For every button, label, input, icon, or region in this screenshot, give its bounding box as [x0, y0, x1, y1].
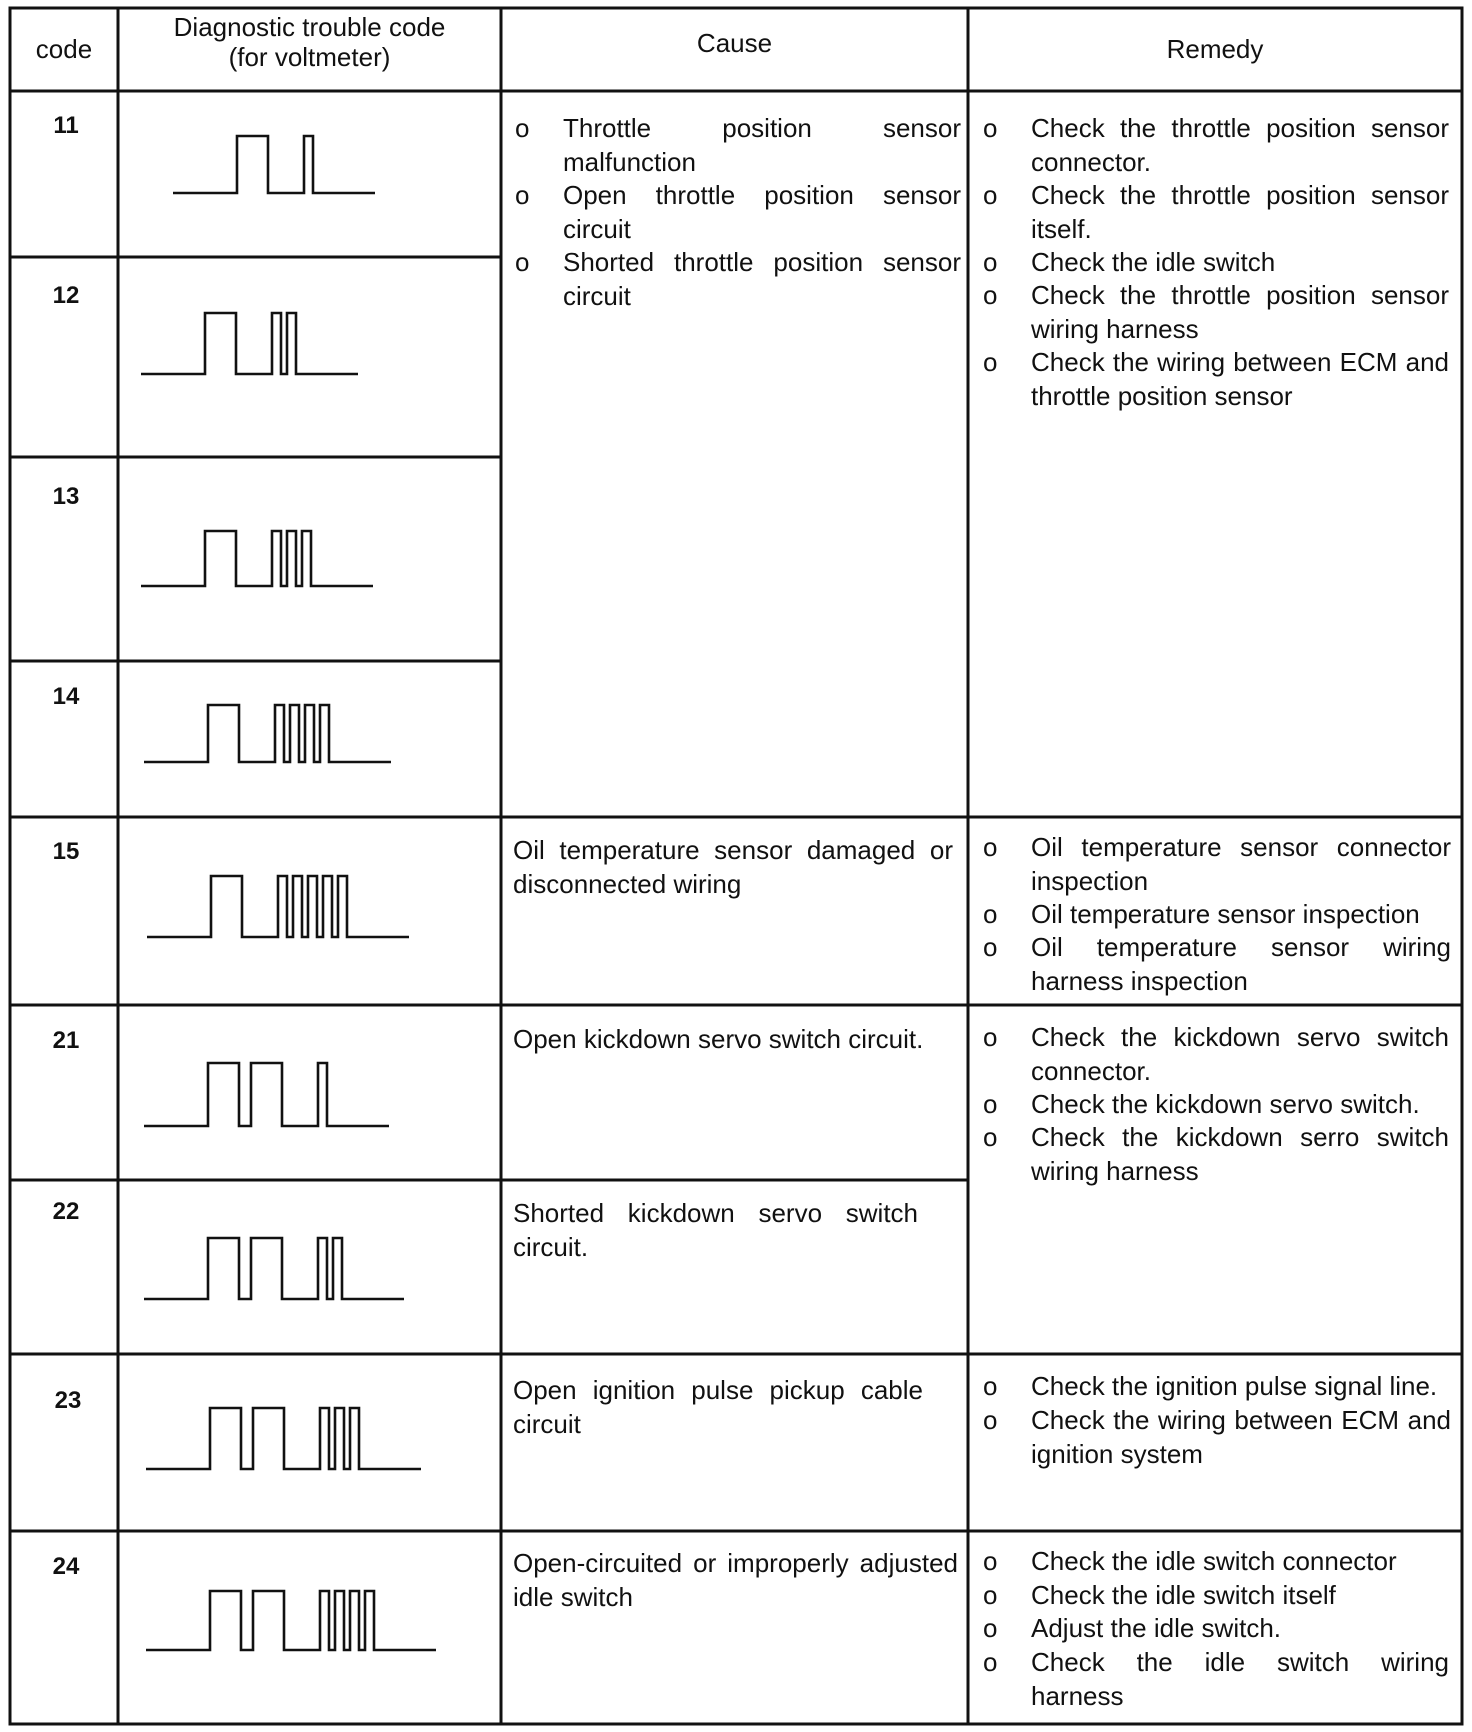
bullet-marker: o: [515, 113, 530, 143]
pulse-waveform-23: [146, 1408, 421, 1469]
bullet-marker: o: [515, 247, 530, 277]
header-code: code: [35, 34, 93, 64]
pulse-waveform-22: [144, 1238, 404, 1299]
bullet-marker: o: [983, 1022, 998, 1052]
pulse-waveform-21: [144, 1063, 389, 1126]
header-remedy: Remedy: [1166, 34, 1264, 64]
bullet-marker: o: [983, 247, 998, 277]
cause-text: Open ignition pulse pickup cable circuit: [513, 1375, 923, 1439]
pulse-waveform-13: [141, 531, 373, 586]
bullet-marker: o: [983, 113, 998, 143]
code-number: 11: [53, 112, 79, 139]
remedy-text: Check the kickdown serro switch wiring harness: [1031, 1122, 1449, 1186]
bullet-marker: o: [983, 1546, 998, 1576]
bullet-marker: o: [983, 832, 998, 862]
remedy-text: Check the throttle position sensor itself.: [1031, 180, 1449, 244]
remedy-text: Check the throttle position sensor wiring harness: [1031, 280, 1449, 344]
code-number: 24: [52, 1553, 80, 1580]
bullet-marker: o: [515, 180, 530, 210]
bullet-marker: o: [983, 1647, 998, 1677]
code-number: 22: [52, 1198, 80, 1225]
remedy-text: Check the idle switch connector: [1031, 1546, 1397, 1576]
remedy-text: Check the idle switch itself: [1031, 1580, 1336, 1610]
header-cause: Cause: [696, 28, 773, 58]
remedy-text: Check the ignition pulse signal line.: [1031, 1371, 1438, 1401]
remedy-text: Check the idle switch wiring harness: [1031, 1647, 1449, 1711]
bullet-marker: o: [983, 1371, 998, 1401]
bullet-marker: o: [983, 1122, 998, 1152]
remedy-text: Check the throttle position sensor connector.: [1031, 113, 1449, 177]
pulse-waveform-11: [173, 136, 375, 193]
bullet-marker: o: [983, 1405, 998, 1435]
remedy-text: Check the wiring between ECM and ignition system: [1031, 1405, 1451, 1469]
bullet-marker: o: [983, 1580, 998, 1610]
pulse-waveform-24: [146, 1591, 436, 1650]
cause-text: Open kickdown servo switch circuit.: [513, 1024, 924, 1054]
pulse-waveform-15: [147, 876, 409, 937]
cause-text: Shorted throttle position sensor circuit: [563, 247, 961, 311]
code-number: 12: [52, 282, 80, 309]
bullet-marker: o: [983, 347, 998, 377]
code-number: 21: [52, 1027, 80, 1054]
header-dtc-line2: (for voltmeter): [228, 42, 391, 72]
cause-text: Oil temperature sensor damaged or disconnected wiring: [513, 835, 953, 899]
remedy-text: Oil temperature sensor wiring harness inspection: [1031, 932, 1451, 996]
remedy-text: Oil temperature sensor inspection: [1031, 899, 1420, 929]
code-number: 23: [54, 1387, 82, 1414]
bullet-marker: o: [983, 180, 998, 210]
bullet-marker: o: [983, 280, 998, 310]
remedy-text: Adjust the idle switch.: [1031, 1613, 1282, 1643]
remedy-text: Check the idle switch: [1031, 247, 1276, 277]
remedy-text: Oil temperature sensor connector inspection: [1031, 832, 1451, 896]
pulse-waveform-12: [141, 313, 358, 374]
bullet-marker: o: [983, 1613, 998, 1643]
cause-text: Open-circuited or improperly adjusted idle switch: [513, 1548, 958, 1612]
pulse-waveform-14: [144, 705, 391, 762]
remedy-text: Check the kickdown servo switch.: [1031, 1089, 1420, 1119]
code-number: 14: [52, 683, 80, 710]
cause-text: Throttle position sensor malfunction: [563, 113, 961, 177]
bullet-marker: o: [983, 1089, 998, 1119]
cause-text: Shorted kickdown servo switch circuit.: [513, 1198, 918, 1262]
remedy-text: Check the wiring between ECM and throttle position sensor: [1031, 347, 1449, 411]
code-number: 15: [52, 838, 80, 865]
header-dtc-line1: Diagnostic trouble code: [173, 12, 446, 42]
code-number: 13: [52, 483, 80, 510]
header-dtc: [118, 12, 501, 72]
bullet-marker: o: [983, 932, 998, 962]
bullet-marker: o: [983, 899, 998, 929]
remedy-text: Check the kickdown servo switch connector.: [1031, 1022, 1449, 1086]
cause-text: Open throttle position sensor circuit: [563, 180, 961, 244]
